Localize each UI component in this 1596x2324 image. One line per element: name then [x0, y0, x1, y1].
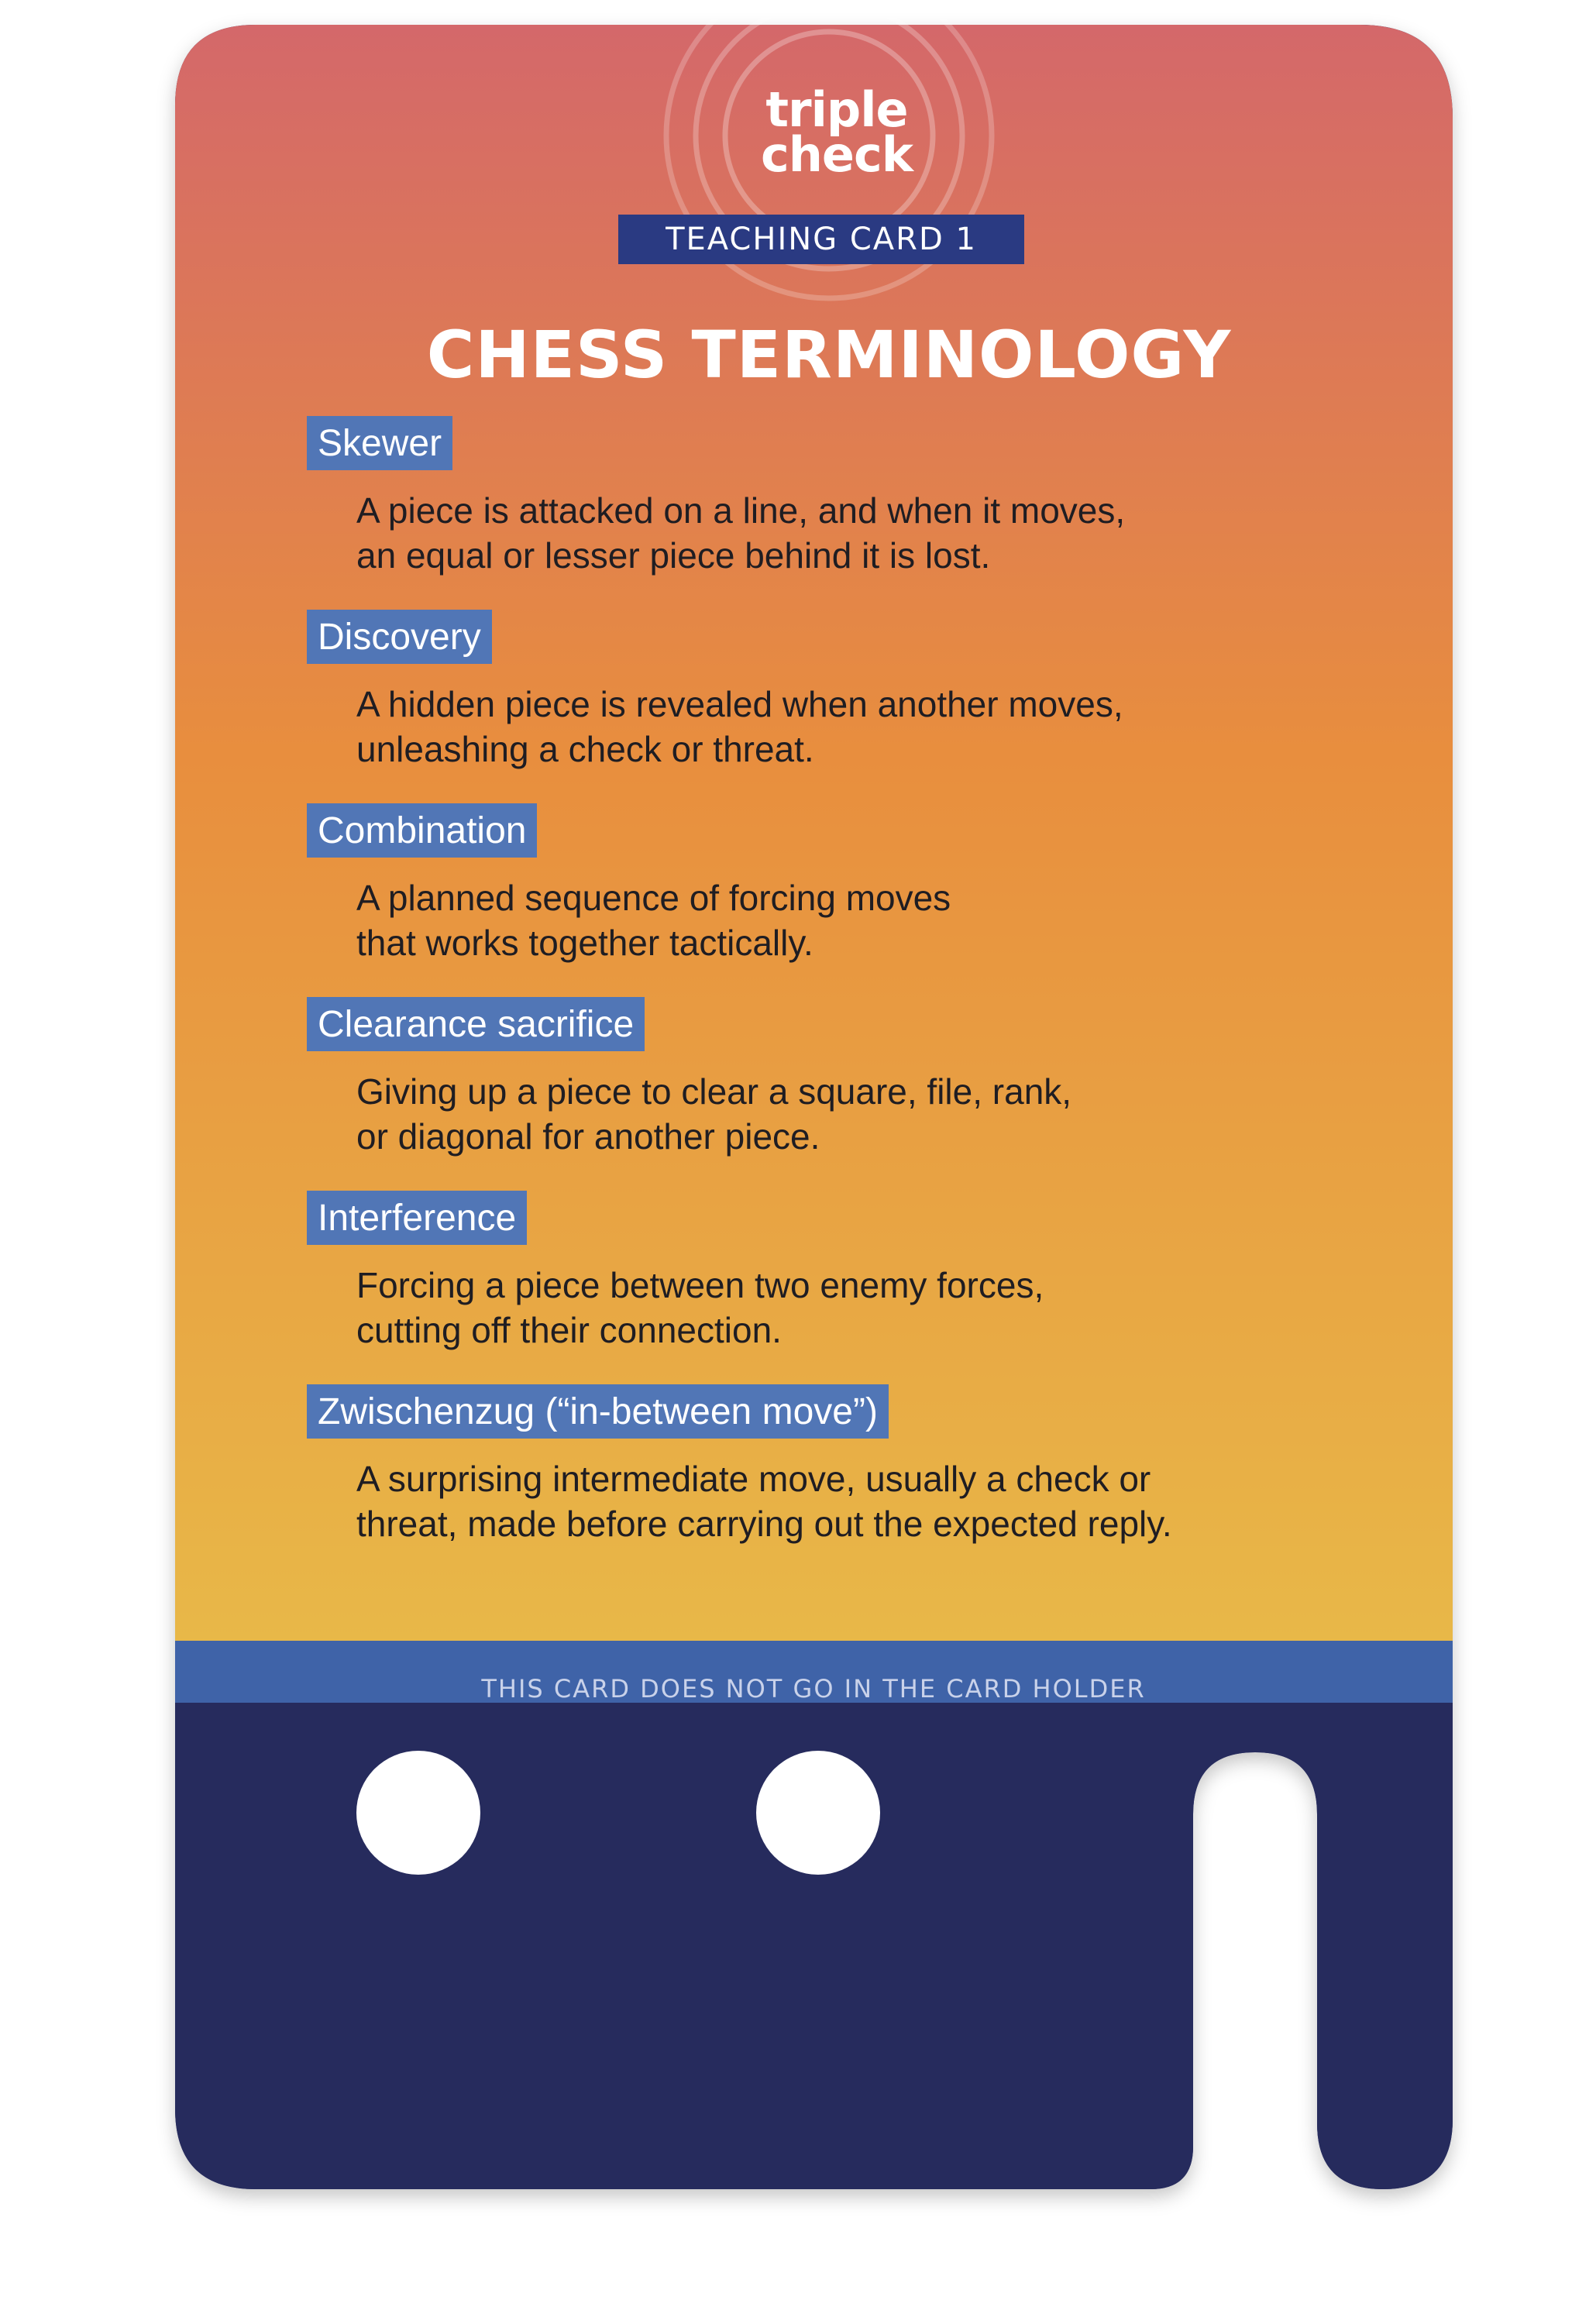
term-description-clearance-sacrifice [356, 1069, 1441, 1159]
description-line: that works together tactically. [356, 923, 813, 963]
term-description-zwischenzug [356, 1456, 1441, 1546]
description-line: Forcing a piece between two enemy forces, [356, 1265, 1044, 1305]
description-line: Giving up a piece to clear a square, file, rank, [356, 1071, 1072, 1112]
teaching-card-badge: TEACHING CARD 1 [618, 215, 1024, 264]
description-line: an equal or lesser piece behind it is lost. [356, 535, 991, 576]
term-description-interference [356, 1263, 1441, 1353]
description-line: A piece is attacked on a line, and when it moves, [356, 490, 1126, 531]
logo-line-1: triple [765, 81, 908, 138]
term-description-discovery [356, 682, 1441, 772]
term-description-skewer [356, 488, 1441, 578]
description-line: unleashing a check or threat. [356, 729, 814, 769]
description-line: threat, made before carrying out the expected reply. [356, 1504, 1172, 1544]
term-description-combination [356, 875, 1441, 965]
term-label-discovery: Discovery [307, 610, 492, 664]
footer-band-text: THIS CARD DOES NOT GO IN THE CARD HOLDER [481, 1674, 1146, 1703]
description-line: cutting off their connection. [356, 1310, 782, 1350]
term-label-interference: Interference [307, 1191, 527, 1245]
term-label-zwischenzug: Zwischenzug (“in-between move”) [307, 1384, 889, 1439]
description-line: A surprising intermediate move, usually a check or [356, 1459, 1151, 1499]
description-line: or diagonal for another piece. [356, 1116, 820, 1157]
term-label-combination: Combination [307, 803, 537, 858]
description-line: A hidden piece is revealed when another moves, [356, 684, 1123, 724]
description-line: A planned sequence of forcing moves [356, 878, 951, 918]
card-title: CHESS TERMINOLOGY [426, 317, 1232, 393]
logo-line-2: check [761, 126, 913, 183]
term-label-skewer: Skewer [307, 416, 452, 470]
term-label-clearance-sacrifice: Clearance sacrifice [307, 997, 645, 1051]
